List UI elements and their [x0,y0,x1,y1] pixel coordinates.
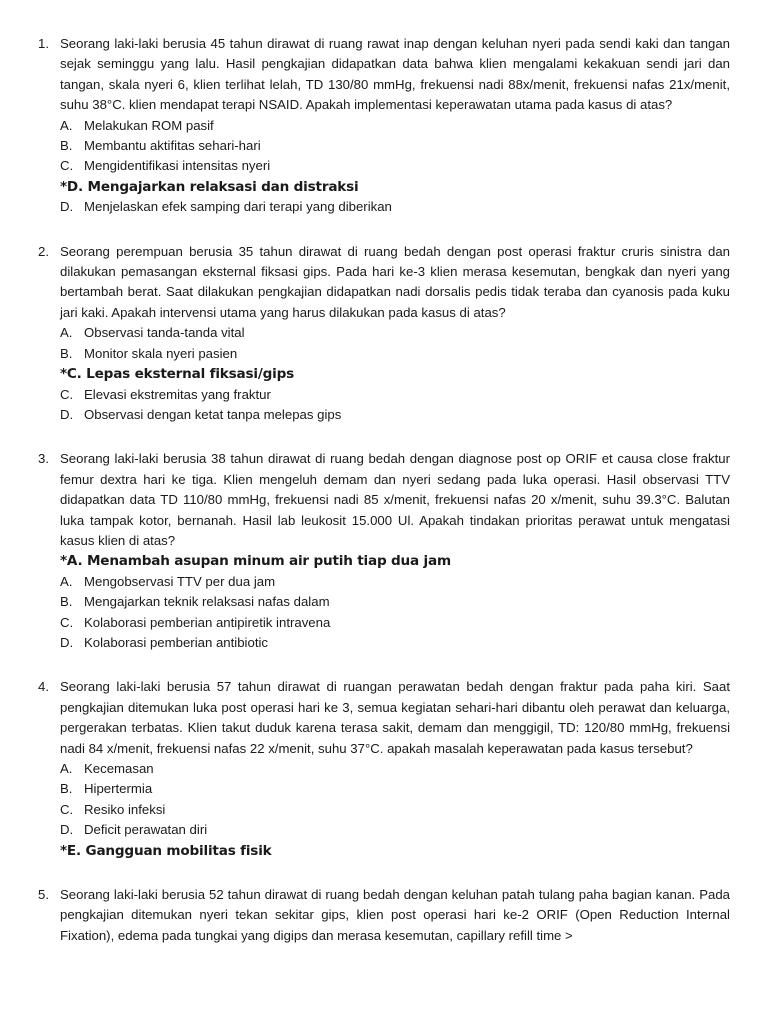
option-text: Observasi dengan ketat tanpa melepas gips [84,406,342,422]
option-list [60,551,730,653]
option-text: Hipertermia [84,781,153,797]
option-item [60,116,730,136]
option-item [60,344,730,364]
question-1 [38,34,730,218]
correct-answer: *D. Mengajarkan relaksasi dan distraksi [60,178,359,195]
option-text: Elevasi ekstremitas yang fraktur [84,386,271,402]
option-letter: B. [60,345,73,361]
option-text: Resiko infeksi [84,801,166,817]
option-text: Monitor skala nyeri pasien [84,345,238,361]
option-letter: A. [60,325,73,341]
question-number: 1. [38,36,49,51]
option-list [60,759,730,861]
question-5 [38,885,730,946]
option-letter: C. [60,158,74,174]
option-letter: C. [60,801,74,817]
option-text: Observasi tanda-tanda vital [84,325,245,341]
question-text: Seorang laki-laki berusia 45 tahun dirawat di ruang rawat inap dengan keluhan nyeri pada sendi kaki dan tangan sejak seminggu yang lalu. Hasil pengkajian didapatkan data bahwa klien mengalami kekakuan sendi jari dan tangan, skala nyeri 6, klien terlihat lelah, TD 130/80 mmHg, frekuensi nadi 88x/menit, frekuensi nafas 21x/menit, suhu 38°C. klien mendapat terapi NSAID. Apakah implementasi keperawatan utama pada kasus di atas? [60,36,730,113]
option-item [60,156,730,176]
option-letter: A. [60,573,73,589]
option-letter: C. [60,614,74,630]
option-text: Kolaborasi pemberian antipiretik intravena [84,614,331,630]
option-text: Deficit perawatan diri [84,822,208,838]
correct-answer: *C. Lepas eksternal fiksasi/gips [60,366,295,383]
option-item [60,592,730,612]
question-text: Seorang perempuan berusia 35 tahun dirawat di ruang bedah dengan post operasi fraktur cruris sinistra dan dilakukan pemasangan eksternal fiksasi gips. Pada hari ke-3 klien merasa kesemutan, bengkak dan nyeri yang bertambah berat. Saat dilakukan pengkajian didapatkan nadi dorsalis pedis tidak teraba dan cyanosis pada kuku jari kaki. Apakah intervensi utama yang harus dilakukan pada kasus di atas? [60,243,730,320]
correct-answer: *A. Menambah asupan minum air putih tiap dua jam [60,553,451,570]
option-letter: D. [60,634,74,650]
question-number: 5. [38,887,49,903]
option-item [60,197,730,217]
option-letter: B. [60,594,73,610]
option-text: Menjelaskan efek samping dari terapi yang diberikan [84,199,392,215]
option-letter: A. [60,761,73,776]
option-text: Kolaborasi pemberian antibiotic [84,634,269,650]
question-4 [38,677,730,861]
option-list [60,116,730,218]
option-text: Mengajarkan teknik relaksasi nafas dalam [84,594,330,610]
option-item [60,779,730,799]
correct-answer: *E. Gangguan mobilitas fisik [60,842,272,859]
option-item [60,800,730,820]
question-number: 3. [38,451,49,467]
option-letter: D. [60,822,74,838]
question-number: 4. [38,679,49,695]
option-letter: B. [60,138,73,154]
option-text: Melakukan ROM pasif [84,117,214,133]
question-2 [38,242,730,426]
option-item [60,613,730,633]
option-item [60,323,730,343]
option-text: Kecemasan [84,761,154,776]
question-number: 2. [38,243,49,259]
question-text: Seorang laki-laki berusia 38 tahun dirawat di ruang bedah dengan diagnose post op ORIF et causa close fraktur femur dextra hari ke tiga. Klien mengeluh demam dan nyeri sedang pada luka operasi. Hasil observasi TTV didapatkan data TD 110/80 mmHg, frekuensi nadi 85 x/menit, frekuensi nafas 20 x/menit, suhu 39.3°C. Balutan luka tampak kotor, bernanah. Hasil lab leukosit 15.000 Ul. Apakah tindakan prioritas perawat untuk mengatasi kasus klien di atas? [60,451,730,548]
option-item [60,385,730,405]
question-text: Seorang laki-laki berusia 57 tahun dirawat di ruangan perawatan bedah dengan fraktur pada paha kiri. Saat pengkajian ditemukan luka post operasi hari ke 3, semua kegiatan sehari-hari dibantu oleh perawat dan keluarga, pergerakan terbatas. Klien takut duduk karena terasa sakit, demam dan menggigil, TD: 120/80 mmHg, frekuensi nadi 84 x/menit, frekuensi nafas 22 x/menit, suhu 37°C. apakah masalah keperawatan pada kasus tersebut? [60,679,730,756]
option-item [60,405,730,425]
option-letter: B. [60,781,73,797]
option-letter: C. [60,386,74,402]
option-item [60,820,730,840]
option-letter: D. [60,199,74,215]
option-item [60,572,730,592]
option-item [60,136,730,156]
option-letter: A. [60,117,73,133]
option-item [60,633,730,653]
option-text: Membantu aktifitas sehari-hari [84,138,261,154]
option-list [60,323,730,425]
option-item [60,759,730,779]
option-text: Mengobservasi TTV per dua jam [84,573,276,589]
question-text: Seorang laki-laki berusia 52 tahun dirawat di ruang bedah dengan keluhan patah tulang paha bagian kanan. Pada pengkajian ditemukan nyeri tekan sekitar gips, klien post operasi hari ke-2 ORIF (Open Reduction Internal Fixation), edema pada tungkai yang digips dan merasa kesemutan, capillary refill time > [60,887,730,943]
option-text: Mengidentifikasi intensitas nyeri [84,158,271,174]
question-3 [38,449,730,653]
option-letter: D. [60,406,74,422]
